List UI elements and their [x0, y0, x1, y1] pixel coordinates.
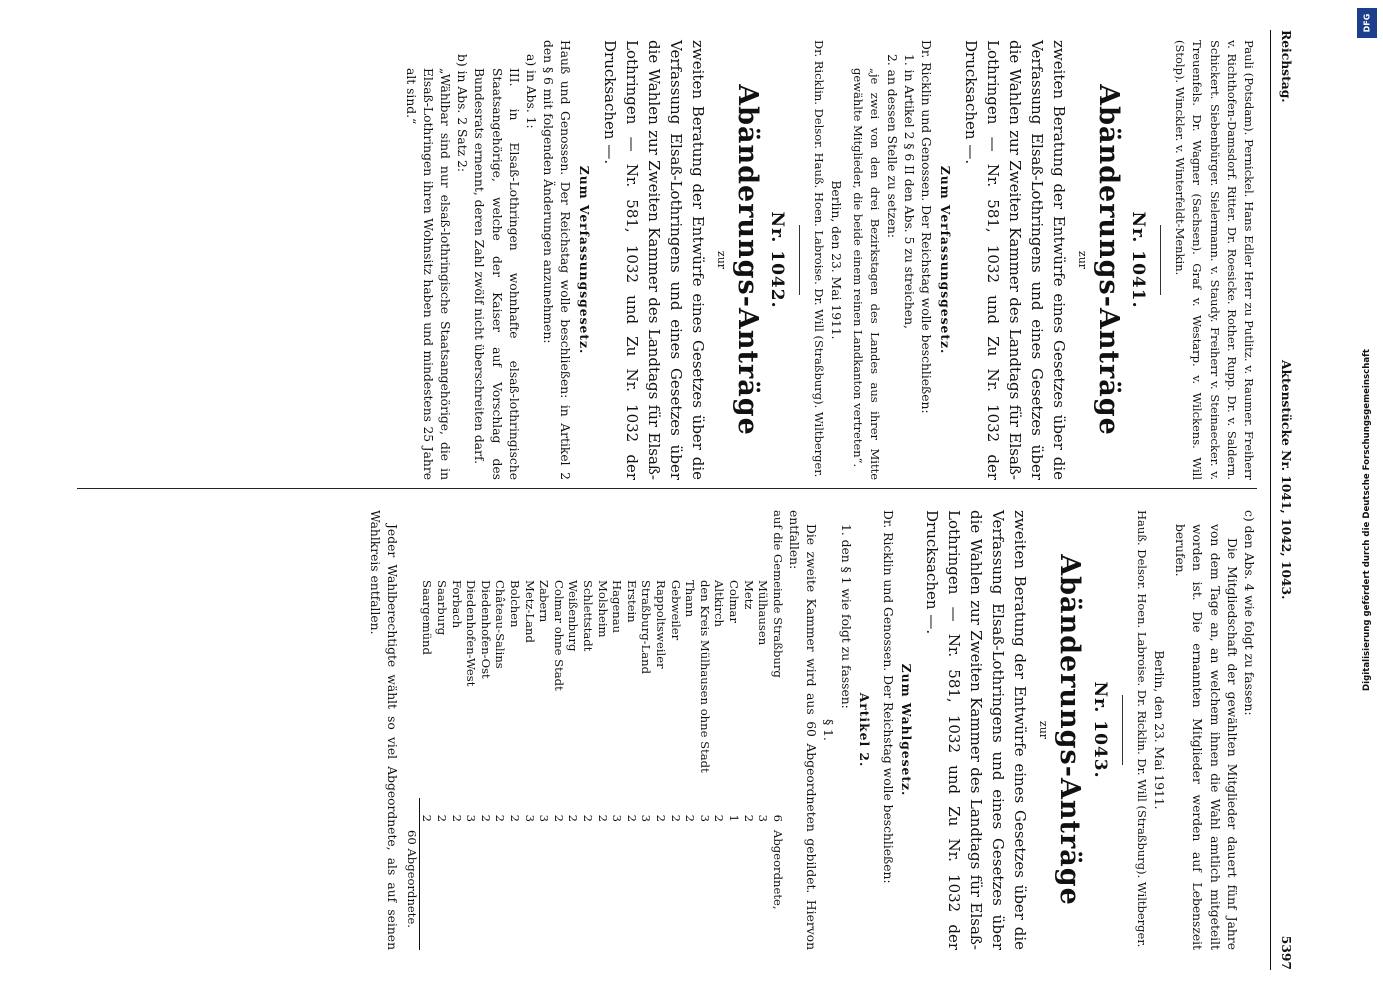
seat-unit [683, 822, 698, 950]
table-row [419, 510, 434, 950]
district-label: Mülhausen [756, 580, 771, 646]
section-intro: zweiten Beratung der Entwürfe eines Gesetzes über die Verfassung Elsaß-Lothringens und eines Gesetzes über die Wahlen zur Zweiten Kammer des Landtags für Elsaß-Lothringen — Nr. 581, 1032 und Zu Nr. 1032 der Drucksachen —. [923, 510, 1030, 950]
section-title: Abänderungs-Anträge [1054, 554, 1086, 906]
seat-count: 3 [537, 814, 552, 822]
subheading: Zum Wahlgesetz. [899, 663, 915, 797]
seat-count: 3 [464, 814, 479, 822]
table-row [551, 510, 566, 950]
table-row [610, 510, 625, 950]
district-label: Gebweiler [668, 580, 683, 641]
seat-count: 2 [581, 814, 596, 822]
seat-count: 3 [639, 814, 654, 822]
header-left: Reichstag. [1279, 30, 1294, 103]
date-line: Berlin, den 23. Mai 1911. [829, 180, 844, 340]
signature-line: Hauß. Delsor. Hoen. Labroise. Dr. Ricklin. Dr. Will (Straßburg). Wiltberger. [1134, 510, 1149, 948]
seat-unit [449, 822, 464, 950]
seat-count: 2 [435, 814, 450, 822]
district-label: Zabern [537, 580, 552, 623]
separator [1160, 225, 1161, 295]
rotated-page-content [45, 0, 1305, 1000]
seat-unit [756, 822, 771, 950]
section-title: Abänderungs-Anträge [731, 84, 763, 436]
total-row [404, 510, 419, 950]
table-row [449, 510, 464, 950]
seat-count: 6 [770, 814, 785, 822]
seat-unit [741, 822, 756, 950]
seat-unit [726, 822, 741, 950]
table-row [464, 510, 479, 950]
seat-unit [668, 822, 683, 950]
column-divider [77, 488, 1257, 489]
seat-unit: Abgeordnete, [770, 830, 785, 910]
dfg-logo: DFG [1357, 8, 1377, 38]
table-row [595, 510, 610, 950]
district-label: Colmar [726, 580, 741, 624]
section-number: Nr. 1043. [1089, 681, 1110, 779]
district-label: Metz-Land [522, 580, 537, 643]
paragraph-sign: § 1. [821, 719, 836, 741]
seat-count: 3 [756, 814, 771, 822]
seat-count: 2 [566, 814, 581, 822]
seat-unit [435, 822, 450, 950]
separator [799, 225, 800, 295]
table-row [683, 510, 698, 950]
seat-unit [478, 822, 493, 950]
seat-count: 2 [551, 814, 566, 822]
table-row [639, 510, 654, 950]
section-number: Nr. 1042. [766, 211, 787, 309]
district-label: den Kreis Mülhausen ohne Stadt [697, 580, 712, 773]
digitization-note: Digitalisierung gefördert durch die Deutsche Forschungsgemeinschaft [1362, 349, 1372, 691]
district-label: Weißenburg [566, 580, 581, 652]
item-2: 2. an dessen Stelle zu setzen: [884, 54, 899, 239]
seat-count: 2 [508, 814, 523, 822]
table-row [697, 510, 712, 950]
district-label: Diedenhofen-West [464, 580, 479, 687]
item-c: c) den Abs. 4 wie folgt zu fassen: [1242, 510, 1256, 716]
district-label: Thann [683, 580, 698, 618]
date-line: Berlin, den 23. Mai 1911. [1151, 650, 1166, 810]
motion-text: Dr. Ricklin und Genossen. Der Reichstag wolle beschließen: [880, 510, 895, 884]
seat-rows [419, 510, 784, 950]
seat-unit [566, 822, 581, 950]
subheading: Zum Verfassungsgesetz. [937, 165, 953, 355]
item-1: 1. in Artikel 2 § 6 II den Abs. 5 zu streichen, [902, 54, 917, 329]
section-zur: zur [1037, 720, 1051, 740]
article-heading: Artikel 2. [856, 692, 872, 768]
seat-count: 2 [624, 814, 639, 822]
seat-unit [595, 822, 610, 950]
seat-count: 1 [726, 814, 741, 822]
signature-line: Dr. Ricklin. Delsor. Hauß. Hoen. Labroise. Dr. Will (Straßburg). Wiltberger. [812, 40, 827, 478]
table-row [653, 510, 668, 950]
seat-count: 2 [420, 814, 435, 822]
section-intro: zweiten Beratung der Entwürfe eines Gesetzes über die Verfassung Elsaß-Lothringens und eines Gesetzes über die Wahlen zur Zweiten Kammer des Landtags für Elsaß-Lothringen — Nr. 581, 1032 und Zu Nr. 1032 der Drucksachen —. [961, 40, 1068, 480]
seat-count: 2 [683, 814, 698, 822]
seat-unit [464, 822, 479, 950]
district-label: Hagenau [610, 580, 625, 634]
seat-unit [610, 822, 625, 950]
separator [1122, 695, 1123, 765]
district-label: Château-Salins [493, 580, 508, 669]
section-number: Nr. 1041. [1127, 211, 1148, 309]
section-zur: zur [1075, 250, 1089, 270]
district-label: Bolchen [508, 580, 523, 628]
seat-unit [639, 822, 654, 950]
district-label: Rappoltsweiler [654, 580, 668, 669]
seat-count: 2 [493, 814, 508, 822]
item-a: a) in Abs. 1: [523, 54, 538, 129]
table-row [580, 510, 595, 950]
table-row [566, 510, 581, 950]
seat-count: 2 [478, 814, 493, 822]
seat-unit [493, 822, 508, 950]
section-title: Abänderungs-Anträge [1092, 84, 1124, 436]
table-row [478, 510, 493, 950]
seat-unit [624, 822, 639, 950]
seat-count: 2 [654, 814, 668, 822]
table-row [537, 510, 552, 950]
section-nr1041 [810, 40, 1146, 480]
table-row [726, 510, 741, 950]
left-column [401, 40, 1257, 480]
paragraph-text: Die zweite Kammer wird aus 60 Abgeordneten gebildet. Hiervon entfallen: [786, 510, 819, 950]
district-label: Schlettstadt [581, 580, 596, 652]
seat-count: 2 [668, 814, 683, 822]
district-label: Straßburg-Land [639, 580, 654, 675]
seat-unit [580, 822, 595, 950]
table-row [770, 510, 785, 950]
seat-unit [522, 822, 537, 950]
district-label: Molsheim [595, 580, 610, 638]
table-row [522, 510, 537, 950]
table-row [712, 510, 727, 950]
district-label: Saarburg [435, 580, 450, 636]
seat-unit [697, 822, 712, 950]
table-row [435, 510, 450, 950]
running-header [1270, 30, 1297, 970]
seat-unit [537, 822, 552, 950]
total-value: 60 Abgeordnete. [404, 822, 419, 950]
quoted-text: „Wählbar sind nur elsaß-lothringische Staatsangehörige, die in Elsaß-Lothringen ihren Wohnsitz haben und mindestens 25 Jahre alt sind.“ [403, 68, 452, 480]
seat-unit [419, 822, 434, 950]
signatories-list: Pauli (Potsdam). Pernickel. Hans Edler Herr zu Putlitz. v. Raumer. Freiherr v. Richthofen-Damsdorf. Ritter. Dr. Roesicke. Rother. Rupp. Dr. v. Saldern. Schickert. Siebenbürger. Sielermann. v. Staudy. Freiherr v. Steinaecker. v. Treuenfels. Dr. Wagner (Sachsen). Graf v. Westarp. v. Wilckens. Will (Stolp). Winckler. v. Winterfeldt-Menkin. [1173, 40, 1256, 480]
section-nr1043 [366, 510, 1108, 950]
seat-count: 2 [449, 814, 464, 822]
motion-text: Hauß und Genossen. Der Reichstag wolle beschließen: in Artikel 2 den § 6 mit folgenden Änderungen anzunehmen: [541, 40, 573, 480]
district-label: Metz [741, 580, 756, 610]
seat-allocation-table [404, 510, 784, 950]
item-c-text: Die Mitgliedschaft der gewählten Mitglieder dauert fünf Jahre von dem Tage an, an welchem ihnen die Wahl amtlich mitgeteilt worden ist. Die ernannten Mitglieder werden auf Lebenszeit berufen. [1173, 524, 1239, 950]
header-center: Aktenstücke Nr. 1041, 1042, 1043. [1279, 360, 1294, 600]
table-row [668, 510, 683, 950]
seat-count: 3 [610, 814, 625, 822]
district-label: auf die Gemeinde Straßburg [770, 510, 785, 678]
district-label: Diedenhofen-Ost [478, 580, 493, 679]
section-zur: zur [714, 250, 728, 270]
table-row [507, 510, 522, 950]
seat-count: 2 [595, 814, 610, 822]
page-number: 5397 [1279, 935, 1294, 970]
seat-unit [551, 822, 566, 950]
district-label: Colmar ohne Stadt [551, 580, 566, 691]
item-1: 1. den § 1 wie folgt zu fassen: [838, 524, 853, 709]
quoted-text: „je zwei von den drei Bezirkstagen des Landes aus ihrer Mitte gewählte Mitglieder, die beide einem reinen Landkanton vertreten“. [850, 68, 882, 480]
table-row [741, 510, 756, 950]
section-intro: zweiten Beratung der Entwürfe eines Gesetzes über die Verfassung Elsaß-Lothringens und eines Gesetzes über die Wahlen zur Zweiten Kammer des Landtags für Elsaß-Lothringen — Nr. 581, 1032 und Zu Nr. 1032 der Drucksachen —. [600, 40, 707, 480]
right-column [366, 510, 1257, 950]
table-row [493, 510, 508, 950]
item-b: b) in Abs. 2 Satz 2: [455, 54, 470, 173]
seat-count: 2 [712, 814, 727, 822]
seat-unit [712, 822, 727, 950]
section-nr1042 [401, 40, 785, 480]
closing-text: Jeder Wahlberechtigte wählt so viel Abgeordnete, als auf seinen Wahlkreis entfallen. [368, 510, 400, 950]
item-iii: III. in Elsaß-Lothringen wohnhafte elsaß-lothringische Staatsangehörige, welche der Kaiser auf Vorschlag des Bundesrats ernennt, deren Zahl zwölf nicht überschreiten darf. [472, 68, 521, 480]
district-label: Erstein [624, 580, 639, 623]
district-label: Altkirch [712, 580, 727, 627]
subheading: Zum Verfassungsgesetz. [576, 165, 592, 355]
table-row [756, 510, 771, 950]
seat-count: 3 [697, 814, 712, 822]
seat-count: 2 [741, 814, 756, 822]
seat-unit [653, 822, 668, 950]
seat-count: 3 [522, 814, 537, 822]
district-label: Forbach [449, 580, 464, 629]
seat-unit [507, 822, 522, 950]
table-row [624, 510, 639, 950]
district-label: Saargemünd [420, 580, 435, 655]
motion-text: Dr. Ricklin und Genossen. Der Reichstag wolle beschließen: [919, 40, 934, 414]
